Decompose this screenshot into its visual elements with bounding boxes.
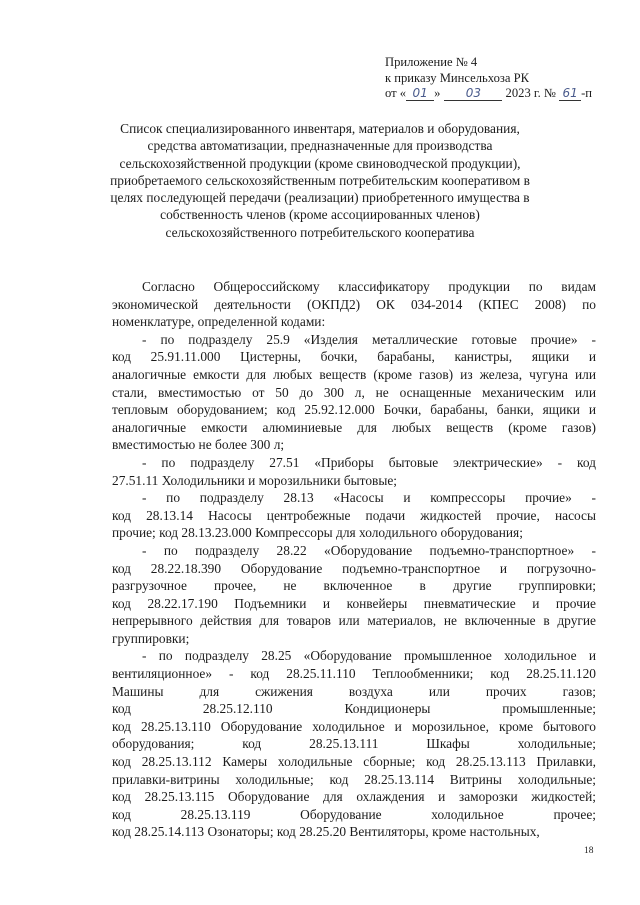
title-line: Список специализированного инвентаря, материалов и оборудования, <box>120 121 520 136</box>
title-line: целях последующей передачи (реализации) приобретенного имущества в <box>110 190 530 206</box>
body-text-line: номенклатуре, определенной кодами: <box>112 314 326 330</box>
title-line: сельскохозяйственной продукции (кроме свиноводческой продукции), <box>119 155 521 171</box>
body-text-line: разгрузочное прочее, не включенное в другие группировки; <box>112 578 596 594</box>
body-text-line: вместимостью не более 300 л; <box>112 437 285 453</box>
order-number-suffix: -п <box>581 86 593 100</box>
body-text-line: прилавки-витрины холодильные; код 28.25.13.114 Витрины холодильные; <box>112 771 596 787</box>
date-month-field <box>444 87 502 101</box>
body-text-line: - по подразделу 25.9 «Изделия металлические готовые прочие» - <box>142 331 596 347</box>
body-text-line: аналогичные емкости алюминиевые для любых веществ (кроме газов) <box>112 419 596 435</box>
title-line: средства автоматизации, предназначенные для производства <box>147 138 493 154</box>
page-number: 18 <box>584 846 594 856</box>
appendix-order-date <box>385 86 592 102</box>
date-year: 2023 г. № <box>505 86 556 100</box>
body-text-line: код 28.25.13.112 Камеры холодильные сборные; код 28.25.13.113 Прилавки, <box>112 754 596 770</box>
body-text-line: - по подразделу 27.51 «Приборы бытовые электрические» - код <box>142 454 596 470</box>
body-text-line: вентиляционное» - код 28.25.11.110 Теплообменники; код 28.25.11.120 <box>112 666 596 682</box>
body-text-line: Машины для сжижения воздуха или прочих газов; <box>112 683 596 699</box>
body-text-line: код 28.22.18.390 Оборудование подъемно-транспортное и погрузочно- <box>112 560 596 576</box>
document-title <box>100 120 540 241</box>
body-text-line: Согласно Общероссийскому классификатору продукции по видам <box>142 279 596 294</box>
body-text-line: код 28.25.13.119 Оборудование холодильное прочее; <box>112 806 596 822</box>
order-number-field <box>559 87 581 101</box>
handwritten-month: 03 <box>465 86 482 100</box>
body-text-line: код 28.25.13.115 Оборудование для охлаждения и заморозки жидкостей; <box>112 789 596 805</box>
body-text-line: стали, вместимостью от 50 до 300 л, не оснащенные механическим или <box>112 384 596 400</box>
body-text-line: код 25.91.11.000 Цистерны, бочки, барабаны, канистры, ящики и <box>112 349 596 365</box>
handwritten-day: 01 <box>412 86 428 100</box>
body-text-line: оборудования; код 28.25.13.111 Шкафы холодильные; <box>112 736 596 752</box>
body-text-line: код 28.25.12.110 Кондиционеры промышленные; <box>112 701 596 717</box>
body-text-line: код 28.25.14.113 Озонаторы; код 28.25.20 Вентиляторы, кроме настольных, <box>112 824 540 840</box>
appendix-header <box>385 55 592 102</box>
title-line: собственность членов (кроме ассоциированных членов) <box>160 207 480 223</box>
date-day-field <box>406 87 434 101</box>
body-text-line: непрерывного действия для товаров или материалов, не включенные в другие <box>112 613 596 629</box>
body-text-line: код 28.13.14 Насосы центробежные подачи жидкостей прочие, насосы <box>112 507 596 523</box>
body-text-line: - по подразделу 28.25 «Оборудование промышленное холодильное и <box>142 648 596 664</box>
appendix-number: Приложение № 4 <box>385 55 478 69</box>
appendix-order-reference: к приказу Минсельхоза РК <box>385 70 529 85</box>
body-text-line: - по подразделу 28.13 «Насосы и компрессоры прочие» - <box>142 490 596 506</box>
date-mid: » <box>434 86 441 100</box>
body-text-line: экономической деятельности (ОКПД2) ОК 034-2014 (КПЕС 2008) по <box>112 296 596 312</box>
body-text-line: код 28.22.17.190 Подъемники и конвейеры пневматические и прочие <box>112 595 596 611</box>
body-text-line: 27.51.11 Холодильники и морозильники бытовые; <box>112 472 398 488</box>
body-text-line: прочие; код 28.13.23.000 Компрессоры для холодильного оборудования; <box>112 525 523 541</box>
body-text-line: тепловым оборудованием; код 25.92.12.000 Бочки, барабаны, банки, ящики и <box>112 402 596 418</box>
title-line: сельскохозяйственного потребительского кооператива <box>165 224 475 240</box>
title-line: приобретаемого сельскохозяйственным потребительским кооперативом в <box>110 172 530 188</box>
body-text-line: аналогичные емкости для любых веществ (кроме газов) из железа, чугуна или <box>112 366 596 382</box>
handwritten-order-number: 61 <box>562 86 578 100</box>
date-prefix: от « <box>385 86 407 100</box>
body-text-line: код 28.25.13.110 Оборудование холодильное и морозильное, кроме бытового <box>112 718 596 734</box>
document-body <box>112 278 596 841</box>
body-text-line: группировки; <box>112 630 190 646</box>
body-text-line: - по подразделу 28.22 «Оборудование подъемно-транспортное» - <box>142 542 596 558</box>
